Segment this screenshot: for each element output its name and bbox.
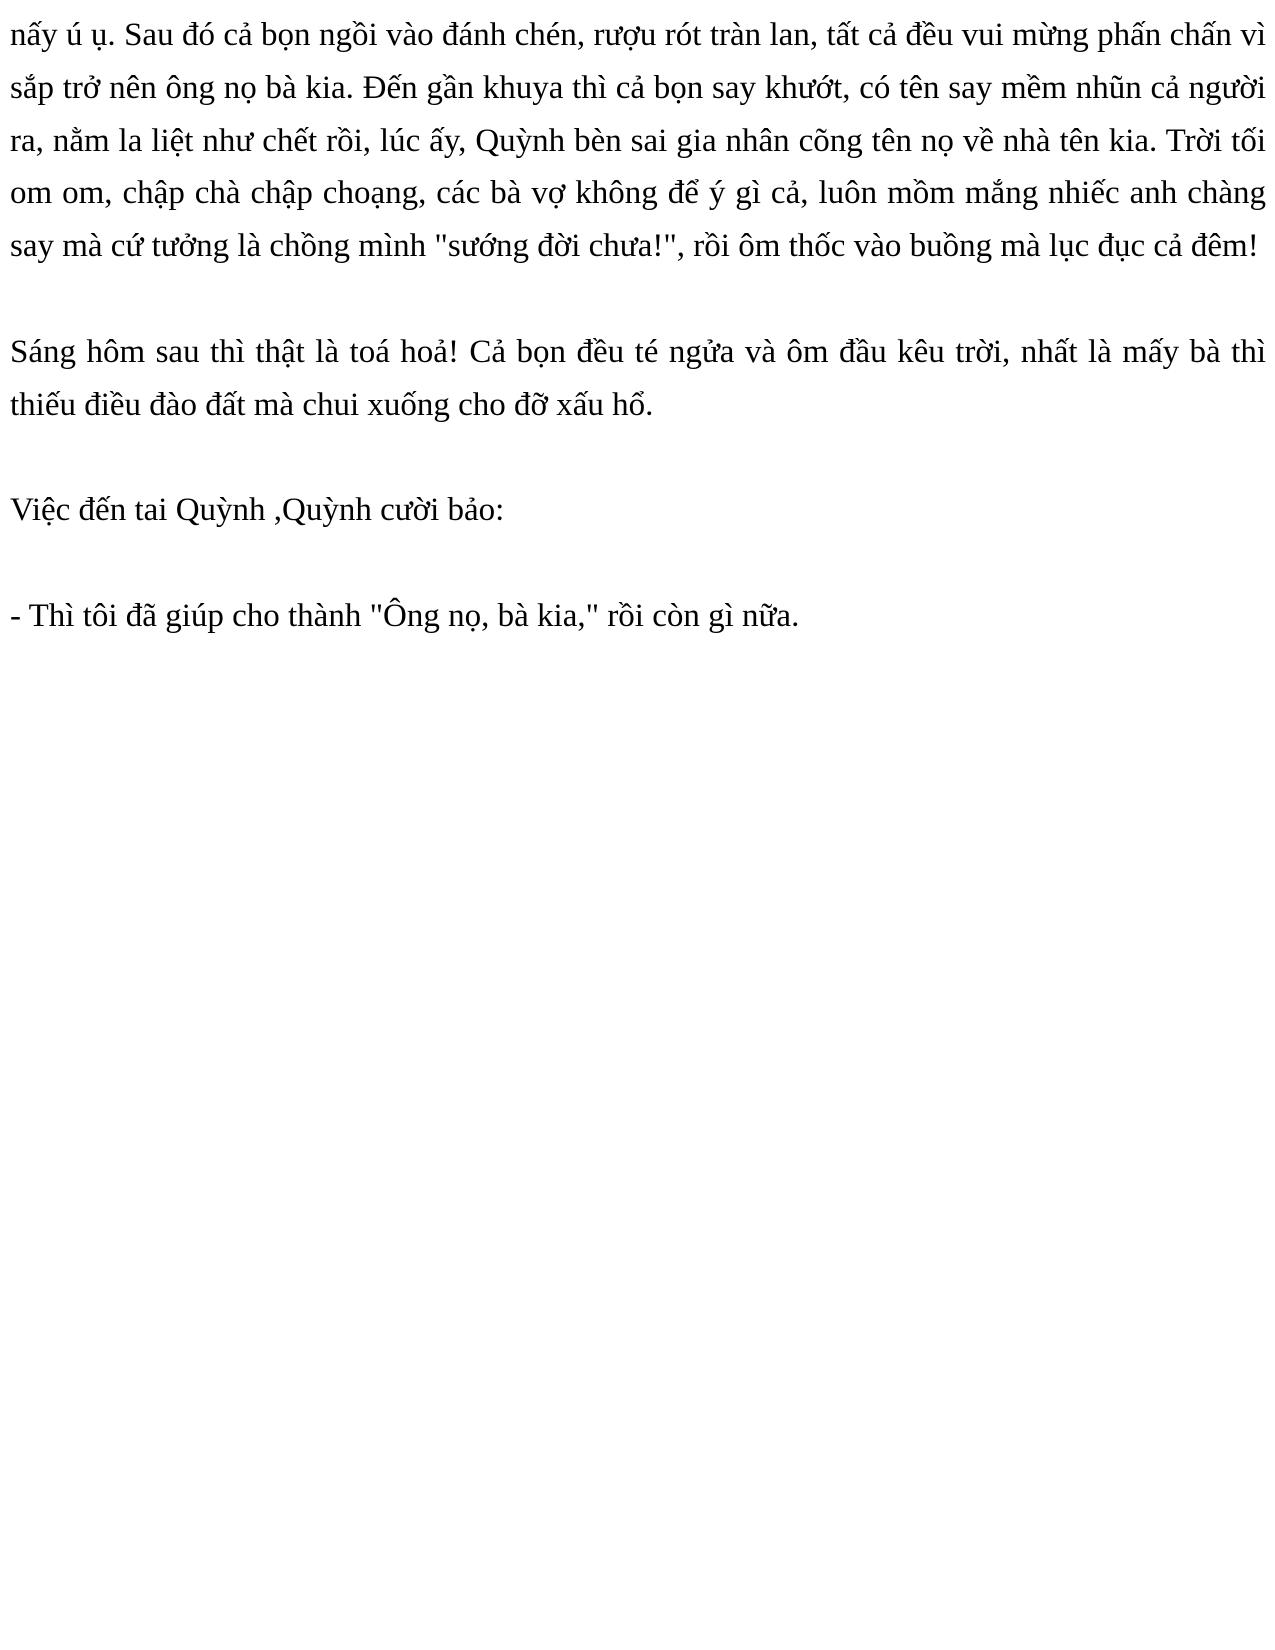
- paragraph-4: - Thì tôi đã giúp cho thành "Ông nọ, bà kia," rồi còn gì nữa.: [10, 597, 800, 634]
- paragraph-3: Việc đến tai Quỳnh ,Quỳnh cười bảo:: [10, 492, 505, 529]
- body-text: [10, 9, 1266, 695]
- paragraph-1: nấy ú ụ. Sau đó cả bọn ngồi vào đánh chén, rượu rót tràn lan, tất cả đều vui mừng phấn chấn vì sắp trở nên ông nọ bà kia. Đến gần khuya thì cả bọn say khướt, có tên say mềm nhũn cả người ra, nằm la liệt như chết rồi, lúc ấy, Quỳnh bèn sai gia nhân cõng tên nọ về nhà tên kia. Trời tối om om, chập chà chập choạng, các bà vợ không để ý gì cả, luôn mồm mắng nhiếc anh chàng say mà cứ tưởng là chồng mình "sướng đời chưa!", rồi ôm thốc vào buồng mà lục đục cả đêm!: [10, 17, 1266, 265]
- paragraph-2: Sáng hôm sau thì thật là toá hoả! Cả bọn đều té ngửa và ôm đầu kêu trời, nhất là mấy bà thì thiếu điều đào đất mà chui xuống cho đỡ xấu hổ.: [10, 333, 1266, 423]
